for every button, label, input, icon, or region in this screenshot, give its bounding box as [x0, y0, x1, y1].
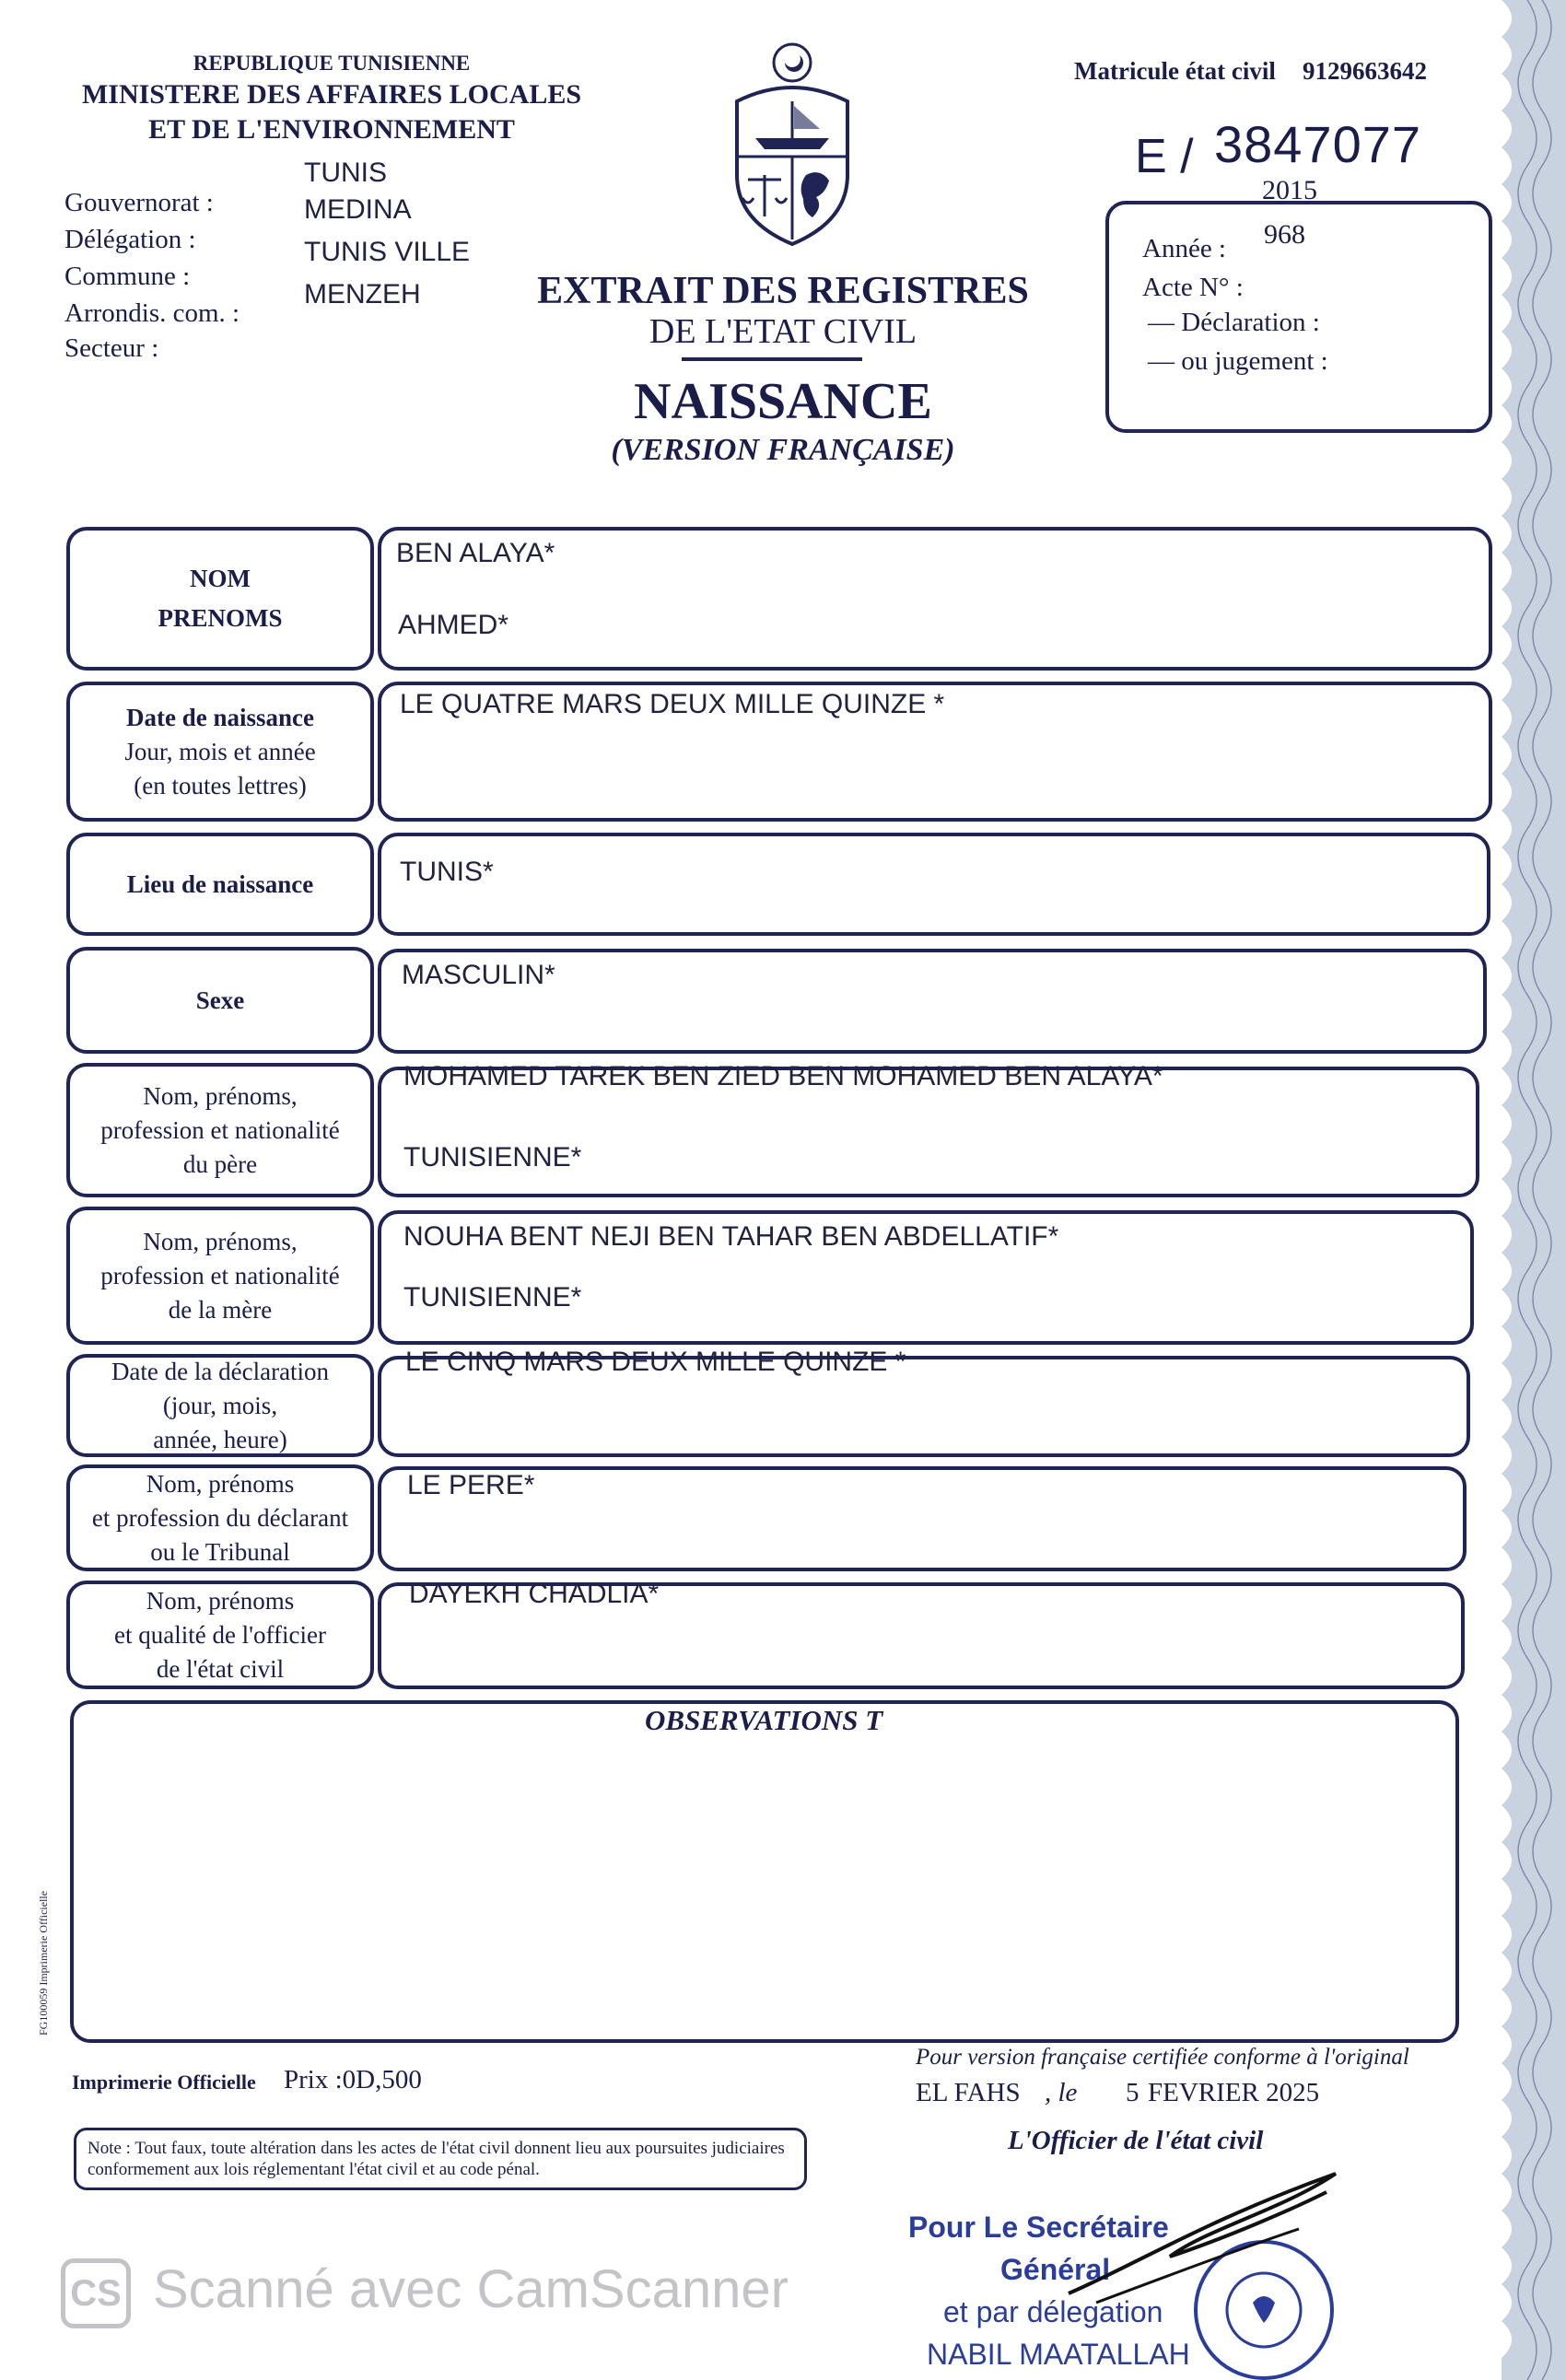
certification-text: Pour version française certifiée conforme à l'original	[916, 2045, 1409, 2070]
arrondissement-label: Arrondis. com. :	[64, 298, 240, 328]
serial-number: 3847077	[1214, 115, 1422, 173]
secteur-label: Secteur :	[64, 333, 159, 363]
arrondissement-value: MENZEH	[304, 279, 421, 309]
matricule-label: Matricule état civil	[1074, 57, 1276, 85]
mere-nom-value: NOUHA BENT NEJI BEN TAHAR BEN ABDELLATIF*	[403, 1221, 1059, 1252]
row-label-pere: Nom, prénoms, profession et nationalité du père	[66, 1063, 374, 1197]
jugement-label: — ou jugement :	[1148, 346, 1328, 376]
coat-of-arms-emblem	[728, 37, 857, 249]
officer-title: L'Officier de l'état civil	[1008, 2126, 1264, 2155]
label-en-toutes-lettres: (en toutes lettres)	[134, 771, 307, 799]
declaration-label: — Déclaration :	[1148, 308, 1320, 337]
stamp-line3: et par délegation	[943, 2295, 1163, 2328]
title-divider	[682, 357, 862, 361]
stamp-line4: NABIL MAATALLAH	[927, 2338, 1190, 2371]
issue-place: EL FAHS	[916, 2078, 1021, 2107]
issue-month-year: FEVRIER 2025	[1148, 2078, 1320, 2107]
officier-value: DAYEKH CHADLIA*	[409, 1579, 660, 1609]
row-label-officier: Nom, prénoms et qualité de l'officier de l'état civil	[66, 1581, 374, 1689]
row-value-box-lieu-naissance	[378, 833, 1490, 936]
row-label-nom-prenoms	[66, 527, 374, 671]
label-nom: NOM	[190, 565, 251, 592]
sexe-value: MASCULIN*	[402, 960, 555, 990]
acte-number-label: Acte N° :	[1142, 273, 1244, 302]
camscanner-logo: CS	[61, 2258, 131, 2328]
issue-le-label: , le	[1045, 2078, 1078, 2107]
matricule-value: 9129663642	[1303, 57, 1427, 85]
row-label-declarant: Nom, prénoms et profession du déclarant ou le Tribunal	[66, 1464, 374, 1571]
document-title-line2: DE L'ETAT CIVIL	[649, 312, 917, 351]
declarant-value: LE PERE*	[407, 1470, 535, 1500]
row-label-date-naissance	[66, 682, 374, 822]
ministry-line1: MINISTERE DES AFFAIRES LOCALES	[81, 79, 582, 110]
serial-prefix: E /	[1135, 130, 1194, 183]
stamp-line1: Pour Le Secrétaire	[908, 2211, 1169, 2244]
row-label-mere: Nom, prénoms, profession et nationalité de la mère	[66, 1207, 374, 1345]
commune-value: TUNIS VILLE	[304, 237, 471, 267]
gouvernorat-value: TUNIS	[304, 158, 387, 188]
nom-value: BEN ALAYA*	[396, 538, 555, 568]
camscanner-watermark-text: Scanné avec CamScanner	[153, 2259, 789, 2319]
label-date-naissance: Date de naissance	[126, 703, 314, 731]
mere-nationalite-value: TUNISIENNE*	[403, 1282, 582, 1312]
republic-title: REPUBLIQUE TUNISIENNE	[193, 52, 471, 75]
label-jour-mois-annee: Jour, mois et année	[124, 737, 316, 765]
annee-value: 2015	[1262, 175, 1317, 205]
date-declaration-value: LE CINQ MARS DEUX MILLE QUINZE *	[405, 1347, 906, 1377]
label-lieu-naissance: Lieu de naissance	[126, 869, 314, 898]
handwritten-signature	[1059, 2155, 1354, 2312]
version-subtitle: (VERSION FRANÇAISE)	[611, 433, 955, 467]
price-label: Prix :0D,500	[284, 2065, 422, 2094]
document-title-line1: EXTRAIT DES REGISTRES	[537, 270, 1029, 312]
delegation-value: MEDINA	[304, 194, 412, 225]
issue-day: 5	[1126, 2078, 1139, 2107]
pere-nationalite-value: TUNISIENNE*	[403, 1142, 582, 1172]
printer-name: Imprimerie Officielle	[72, 2071, 256, 2094]
row-label-date-declaration: Date de la déclaration (jour, mois, année, heure)	[66, 1354, 374, 1457]
label-sexe: Sexe	[195, 986, 245, 1014]
lieu-naissance-value: TUNIS*	[400, 857, 494, 887]
acte-number-value: 968	[1264, 219, 1305, 250]
ministry-line2: ET DE L'ENVIRONNEMENT	[148, 114, 515, 145]
observations-title: OBSERVATIONS T	[645, 1704, 883, 1736]
commune-label: Commune :	[64, 262, 191, 291]
prenoms-value: AHMED*	[398, 610, 509, 640]
delegation-label: Délégation :	[64, 225, 196, 254]
gouvernorat-label: Gouvernorat :	[64, 188, 214, 217]
row-label-sexe	[66, 947, 374, 1054]
observations-box	[70, 1700, 1459, 2043]
legal-note: Note : Tout faux, toute altération dans les actes de l'état civil donnent lieu aux poursuites judiciaires conformement aux lois réglementant l'état civil et au code pénal.	[74, 2128, 807, 2190]
annee-label: Année :	[1142, 234, 1226, 263]
date-naissance-value: LE QUATRE MARS DEUX MILLE QUINZE *	[400, 689, 945, 719]
label-prenoms: PRENOMS	[158, 604, 283, 632]
row-label-lieu-naissance	[66, 833, 374, 936]
stamp-line2: Général	[1000, 2253, 1111, 2286]
document-type-title: NAISSANCE	[634, 373, 932, 430]
row-value-box-declarant	[378, 1466, 1467, 1571]
security-border-decoration	[1502, 0, 1566, 2380]
printer-side-code: FG100059 Imprimerie Officielle	[37, 1890, 50, 2036]
pere-nom-value: MOHAMED TAREK BEN ZIED BEN MOHAMED BEN ALAYA*	[403, 1061, 1163, 1091]
